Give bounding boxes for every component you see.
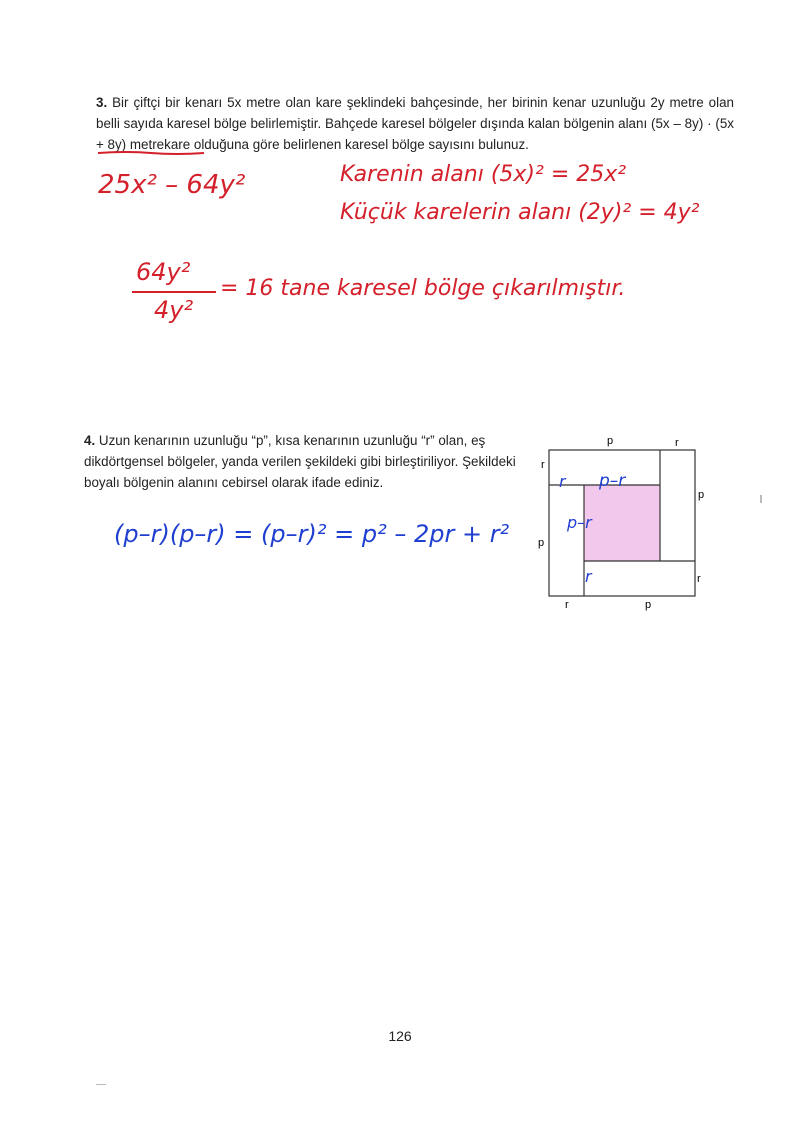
handwritten-r-bottom: r xyxy=(585,567,592,586)
handwritten-top-side: p–r xyxy=(599,471,626,491)
label-r-left: r xyxy=(541,459,545,471)
fraction-numerator: 64y² xyxy=(136,258,191,286)
question-expression: (5x – 8y) · (5x + 8y) xyxy=(96,116,734,152)
label-p-top: p xyxy=(607,435,614,447)
label-r-top: r xyxy=(675,437,679,449)
scan-speck xyxy=(96,1084,106,1085)
handwritten-fraction xyxy=(132,258,222,328)
handwritten-r-mark: r xyxy=(559,472,566,491)
page-number: 126 xyxy=(388,1028,412,1044)
label-p-right: p xyxy=(698,489,705,501)
fraction-denominator: 4y² xyxy=(154,296,194,324)
question-text-cont: metrekare olduğuna göre belirlenen karesel bölge sayısını bulunuz. xyxy=(129,137,529,152)
handwritten-square-area: Karenin alanı (5x)² = 25x² xyxy=(340,162,627,187)
label-r-bottom: r xyxy=(565,599,569,611)
label-p-left: p xyxy=(538,537,545,549)
handwritten-small-area: Küçük karelerin alanı (2y)² = 4y² xyxy=(340,200,700,225)
question-number: 4. xyxy=(84,433,96,448)
question-4 xyxy=(84,430,516,493)
shaded-region xyxy=(584,485,660,561)
handwritten-answer: (p–r)(p–r) = (p–r)² = p² – 2pr + r² xyxy=(114,520,510,548)
label-p-bottom: p xyxy=(645,599,652,611)
handwritten-left-side: p–r xyxy=(567,513,592,532)
label-r-right: r xyxy=(697,573,701,585)
question-number: 3. xyxy=(96,95,108,110)
question-text: Bir çiftçi bir kenarı 5x metre olan kare şeklindeki bahçesinde, her birinin kenar uzunluğu 2y metre olan belli sayıda karesel bölge belirlemiştir. Bahçede karesel bölgeler dışında kalan bölgenin alanı xyxy=(96,95,734,131)
handwritten-expansion: 25x² – 64y² xyxy=(98,170,246,200)
handwritten-underline xyxy=(96,150,206,156)
question-3 xyxy=(96,92,734,155)
scan-speck xyxy=(760,495,762,503)
rectangles-figure xyxy=(535,430,715,615)
question-text: Uzun kenarının uzunluğu “p”, kısa kenarının uzunluğu “r” olan, eş dikdörtgensel bölgeler, yanda verilen şekildeki gibi birleştiriliyor. Şekildeki boyalı bölgenin alanını cebirsel olarak ifade ediniz. xyxy=(84,433,516,490)
handwritten-result: = 16 tane karesel bölge çıkarılmıştır. xyxy=(220,276,626,301)
fraction-bar xyxy=(132,291,216,293)
